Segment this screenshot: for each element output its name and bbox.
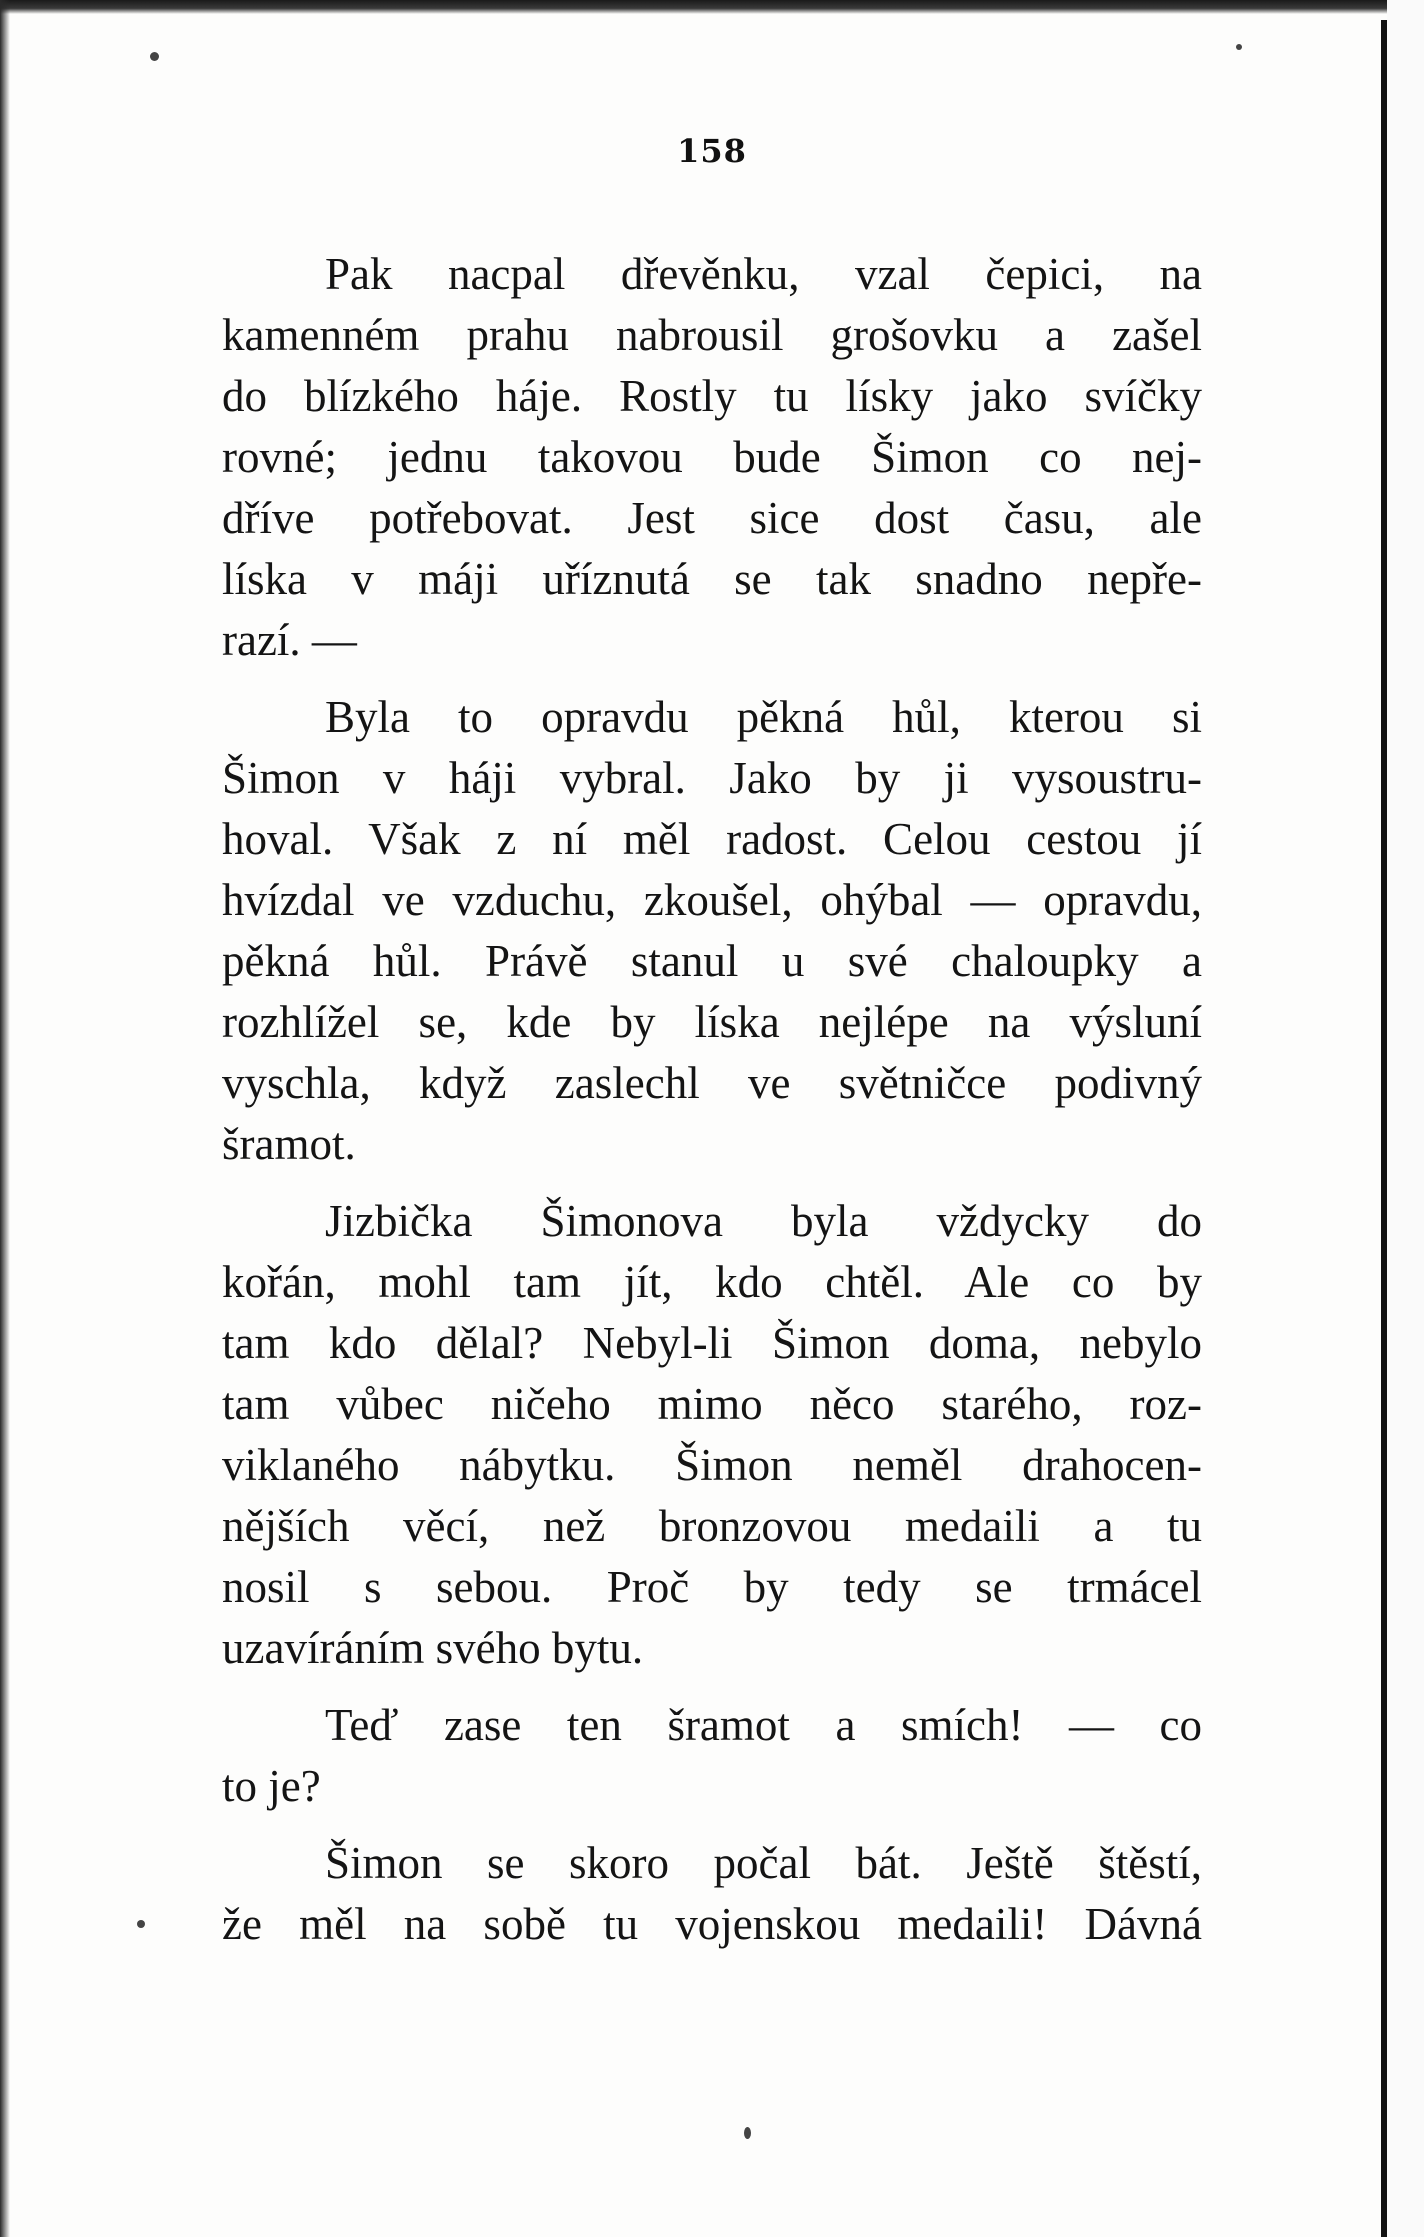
text-line: tam kdo dělal? Nebyl-li Šimon doma, nebylo (222, 1318, 1202, 1368)
text-line: dříve potřebovat. Jest sice dost času, ale (222, 493, 1202, 543)
text-line: nosil s sebou. Proč by tedy se trmácel (222, 1562, 1202, 1612)
text-line: líska v máji uříznutá se tak snadno nepře- (222, 554, 1202, 604)
paragraph (222, 687, 1202, 1175)
text-line: vyschla, když zaslechl ve světničce podivný (222, 1058, 1202, 1108)
paragraph (222, 1833, 1202, 1955)
text-line: viklaného nábytku. Šimon neměl drahocen- (222, 1440, 1202, 1490)
text-line: do blízkého háje. Rostly tu lísky jako svíčky (222, 371, 1202, 421)
text-line: kořán, mohl tam jít, kdo chtěl. Ale co by (222, 1257, 1202, 1307)
text-line: hvízdal ve vzduchu, zkoušel, ohýbal — opravdu, (222, 875, 1202, 925)
text-line: Šimon v háji vybral. Jako by ji vysoustru- (222, 753, 1202, 803)
text-line: Jizbička Šimonova byla vždycky do (325, 1196, 1202, 1246)
text-line: uzavíráním svého bytu. (222, 1623, 644, 1673)
scan-top-edge (0, 0, 1424, 14)
text-line: Byla to opravdu pěkná hůl, kterou si (325, 692, 1202, 742)
text-line: že měl na sobě tu vojenskou medaili! Dávná (222, 1899, 1202, 1949)
text-line: šramot. (222, 1119, 356, 1169)
text-line: pěkná hůl. Právě stanul u své chaloupky a (222, 936, 1202, 986)
paragraph (222, 244, 1202, 671)
text-line: to je? (222, 1761, 321, 1811)
text-line: tam vůbec ničeho mimo něco starého, roz- (222, 1379, 1202, 1429)
ink-speck (744, 2127, 751, 2139)
page-number: 158 (677, 132, 747, 170)
text-line: Teď zase ten šramot a smích! — co (325, 1700, 1202, 1750)
ink-speck (1236, 44, 1242, 50)
text-line: Pak nacpal dřevěnku, vzal čepici, na (325, 249, 1202, 299)
text-line: rovné; jednu takovou bude Šimon co nej- (222, 432, 1202, 482)
paragraph (222, 1695, 1202, 1817)
ink-speck (137, 1920, 145, 1928)
scan-right-margin (1387, 0, 1424, 2237)
text-line: nějších věcí, než bronzovou medaili a tu (222, 1501, 1202, 1551)
text-line: razí. — (222, 615, 357, 665)
text-line: kamenném prahu nabrousil grošovku a zašel (222, 310, 1202, 360)
scan-left-edge (0, 0, 10, 2237)
body-text (222, 244, 1202, 1971)
text-line: hoval. Však z ní měl radost. Celou cestou jí (222, 814, 1202, 864)
text-line: rozhlížel se, kde by líska nejlépe na výsluní (222, 997, 1202, 1047)
ink-speck (150, 52, 159, 61)
text-line: Šimon se skoro počal bát. Ještě štěstí, (325, 1838, 1202, 1888)
paragraph (222, 1191, 1202, 1679)
